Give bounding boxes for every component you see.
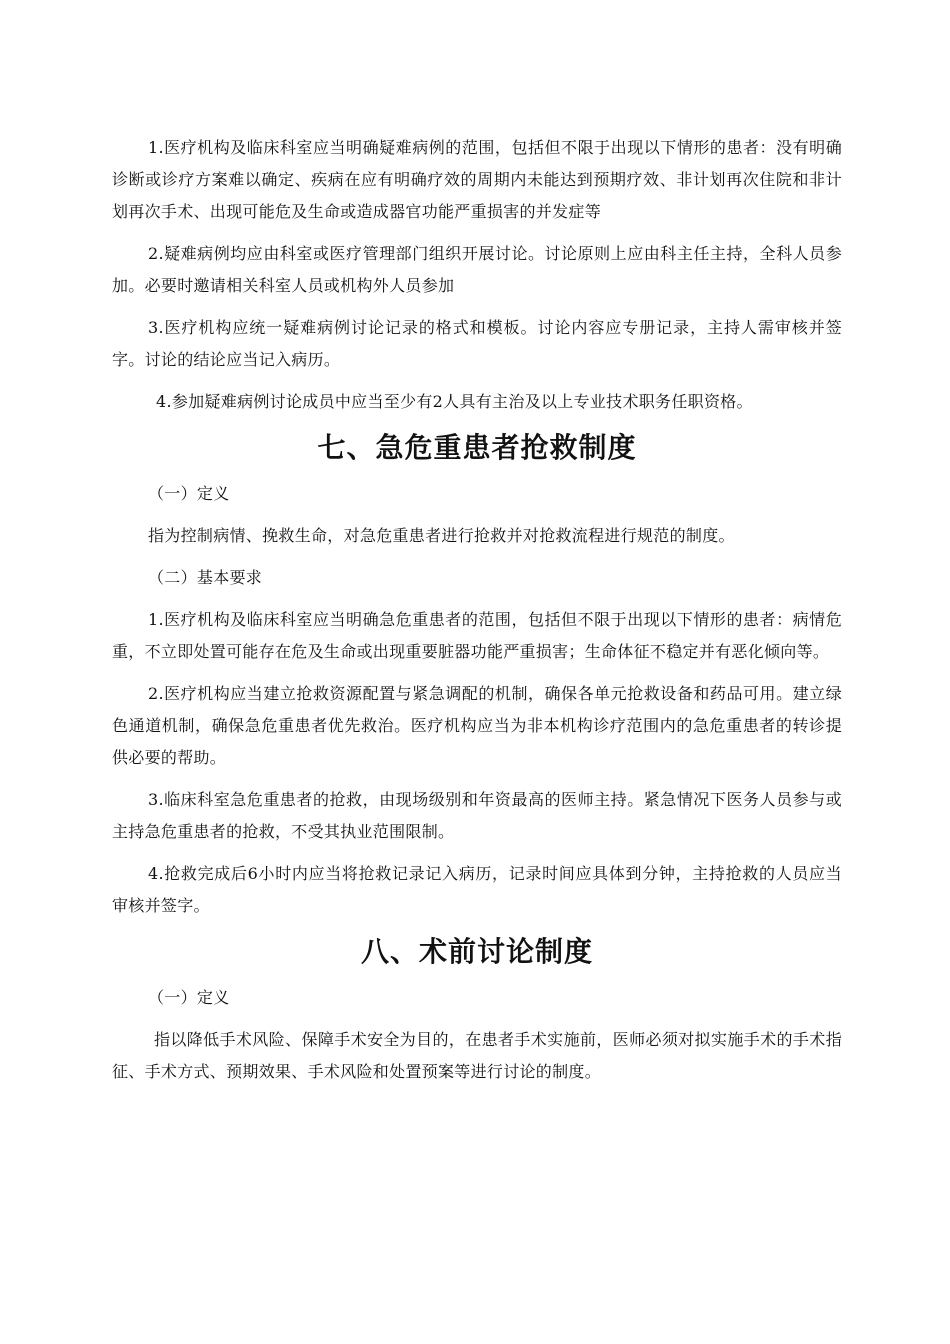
section7-req-heading: （二）基本要求	[148, 568, 263, 587]
section7-def-text: 指为控制病情、挽救生命，对急危重患者进行抢救并对抢救流程进行规范的制度。	[148, 526, 735, 545]
section7-item-4: 4.抢救完成后6小时内应当将抢救记录记入病历，记录时间应具体到分钟，主持抢救的人员应当审核并签字。	[112, 864, 842, 915]
section7-item-1: 1.医疗机构及临床科室应当明确急危重患者的范围，包括但不限于出现以下情形的患者：病情危重，不立即处置可能存在危及生命或出现重要脏器功能严重损害；生命体征不稳定并有恶化倾向等。	[112, 610, 842, 661]
section8-title: 八、术前讨论制度	[360, 935, 593, 968]
paragraph-top-4: 4.参加疑难病例讨论成员中应当至少有2人具有主治及以上专业技术职务任职资格。	[156, 392, 753, 411]
section8-def-text: 指以降低手术风险、保障手术安全为目的，在患者手术实施前，医师必须对拟实施手术的手术指征、手术方式、预期效果、手术风险和处置预案等进行讨论的制度。	[112, 1030, 842, 1081]
section7-def-heading: （一）定义	[148, 484, 230, 503]
section8-def-heading: （一）定义	[148, 988, 230, 1007]
section7-title: 七、急危重患者抢救制度	[317, 431, 637, 464]
paragraph-top-3: 3.医疗机构应统一疑难病例讨论记录的格式和模板。讨论内容应专册记录，主持人需审核并签字。讨论的结论应当记入病历。	[112, 318, 842, 369]
section7-item-2: 2.医疗机构应当建立抢救资源配置与紧急调配的机制，确保各单元抢救设备和药品可用。建立绿色通道机制，确保急危重患者优先救治。医疗机构应当为非本机构诊疗范围内的急危重患者的转诊提供必要的帮助。	[112, 684, 842, 767]
section7-item-3: 3.临床科室急危重患者的抢救，由现场级别和年资最高的医师主持。紧急情况下医务人员参与或主持急危重患者的抢救，不受其执业范围限制。	[112, 790, 842, 841]
paragraph-top-2: 2.疑难病例均应由科室或医疗管理部门组织开展讨论。讨论原则上应由科主任主持，全科人员参加。必要时邀请相关科室人员或机构外人员参加	[112, 244, 842, 295]
paragraph-top-1: 1.医疗机构及临床科室应当明确疑难病例的范围，包括但不限于出现以下情形的患者：没有明确诊断或诊疗方案难以确定、疾病在应有明确疗效的周期内未能达到预期疗效、非计划再次住院和非计划再次手术、出现可能危及生命或造成器官功能严重损害的并发症等	[112, 138, 842, 221]
